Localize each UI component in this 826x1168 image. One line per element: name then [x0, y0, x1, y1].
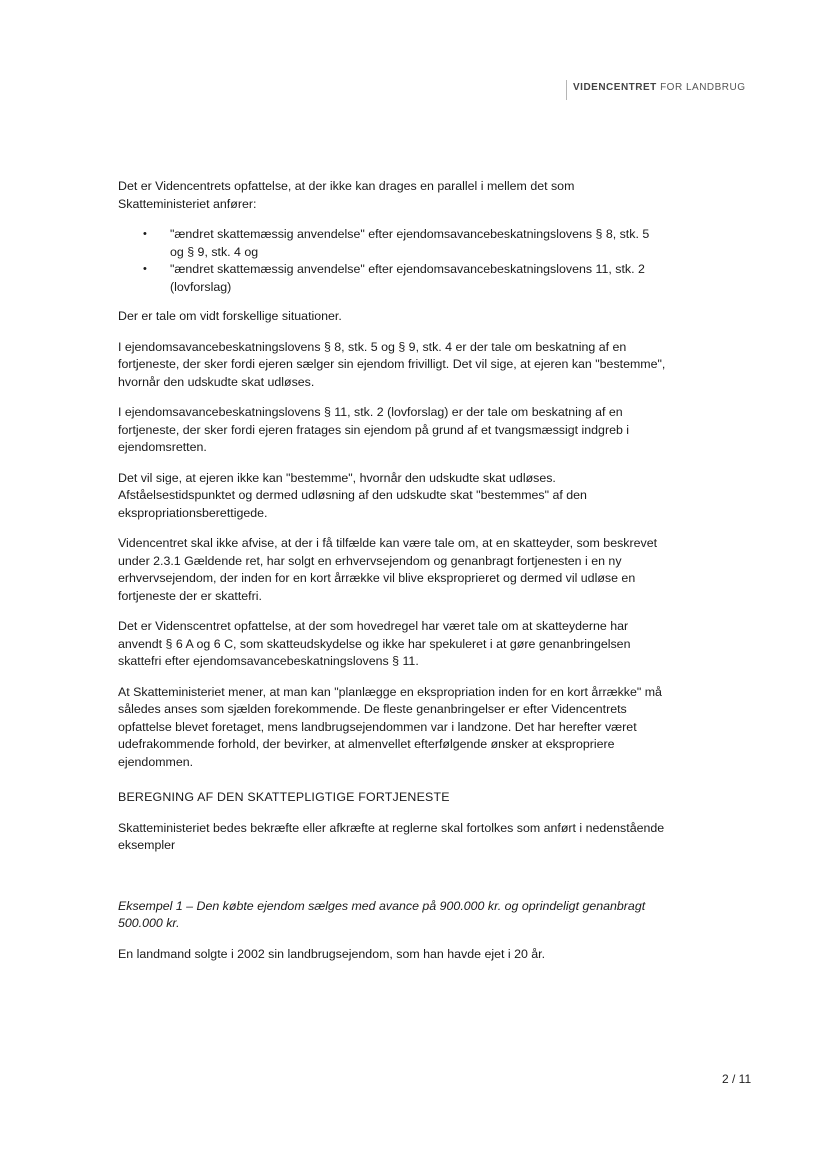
- spacer: [118, 868, 666, 898]
- bullet-item: • "ændret skattemæssig anvendelse" efter ejendomsavancebeskatningslovens § 8, stk. 5 og § 9, stk. 4 og: [170, 226, 666, 261]
- intro-paragraph: Det er Videncentrets opfattelse, at der ikke kan drages en parallel i mellem det som Skatteministeriet anfører:: [118, 179, 575, 211]
- paragraph: Der er tale om vidt forskellige situationer.: [118, 309, 342, 323]
- example-title: Eksempel 1 – Den købte ejendom sælges med avance på 900.000 kr. og oprindeligt genanbragt 500.000 kr.: [118, 898, 646, 930]
- section-heading: BEREGNING AF DEN SKATTEPLIGTIGE FORTJENESTE: [118, 790, 450, 804]
- org-header: [566, 80, 746, 100]
- paragraph: Videncentret skal ikke afvise, at der i få tilfælde kan være tale om, at en skatteyder, som beskrevet under 2.3.1 Gældende ret, har solgt en erhvervsejendom og genanbragt fortjenesten i en ny erhvervsejendom, der inden for en kort årrække vil blive eksproprieret og dermed vil udløse en fortjeneste der er skattefri.: [118, 536, 658, 603]
- paragraph: I ejendomsavancebeskatningslovens § 11, stk. 2 (lovforslag) er der tale om beskatning af en fortjeneste, der sker fordi ejeren fratages sin ejendom på grund af et tvangsmæssigt indgreb i ejendomsretten.: [118, 405, 630, 454]
- org-name-rest: FOR LANDBRUG: [656, 82, 746, 93]
- org-name-bold: VIDENCENTRET: [573, 82, 657, 93]
- bullet-item: • "ændret skattemæssig anvendelse" efter ejendomsavancebeskatningslovens 11, stk. 2 (lovforslag): [170, 261, 666, 296]
- paragraph: I ejendomsavancebeskatningslovens § 8, stk. 5 og § 9, stk. 4 er der tale om beskatning af en fortjeneste, der sker fordi ejeren sælger sin ejendom frivilligt. Det vil sige, at ejeren kan "bestemme", hvornår den udskudte skat udløses.: [118, 339, 666, 389]
- example-paragraph: En landmand solgte i 2002 sin landbrugsejendom, som han havde ejet i 20 år.: [118, 946, 546, 961]
- page-number: 2 / 11: [722, 1072, 752, 1086]
- bullet-list: [118, 226, 666, 296]
- document-body: [118, 178, 666, 976]
- paragraph: Det vil sige, at ejeren ikke kan "bestemme", hvornår den udskudte skat udløses. Afståelsestidspunktet og dermed udløsning af den udskudte skat "bestemmes" af den ekspropriationsberettigede.: [118, 470, 587, 520]
- paragraph: At Skatteministeriet mener, at man kan "planlægge en ekspropriation inden for en kort årrække" må således anses som sjælden forekommende. De fleste genanbringelser er efter Videncentrets opfattelse blevet foretaget, mens landbrugsejendommen var i landzone. Det har herefter været udefrakommende forhold, der bevirker, at almenvellet efterfølgende ønsker at ekspropriere ejendommen.: [118, 684, 662, 769]
- paragraph: Det er Videnscentret opfattelse, at der som hovedregel har været tale om at skatteyderne har anvendt § 6 A og 6 C, som skatteudskydelse og ikke har spekuleret i at gøre genanbringelsen skattefri efter ejendomsavancebeskatningslovens § 11.: [118, 619, 631, 668]
- section-paragraph: Skatteministeriet bedes bekræfte eller afkræfte at reglerne skal fortolkes som anført i nedenstående eksempler: [118, 820, 665, 852]
